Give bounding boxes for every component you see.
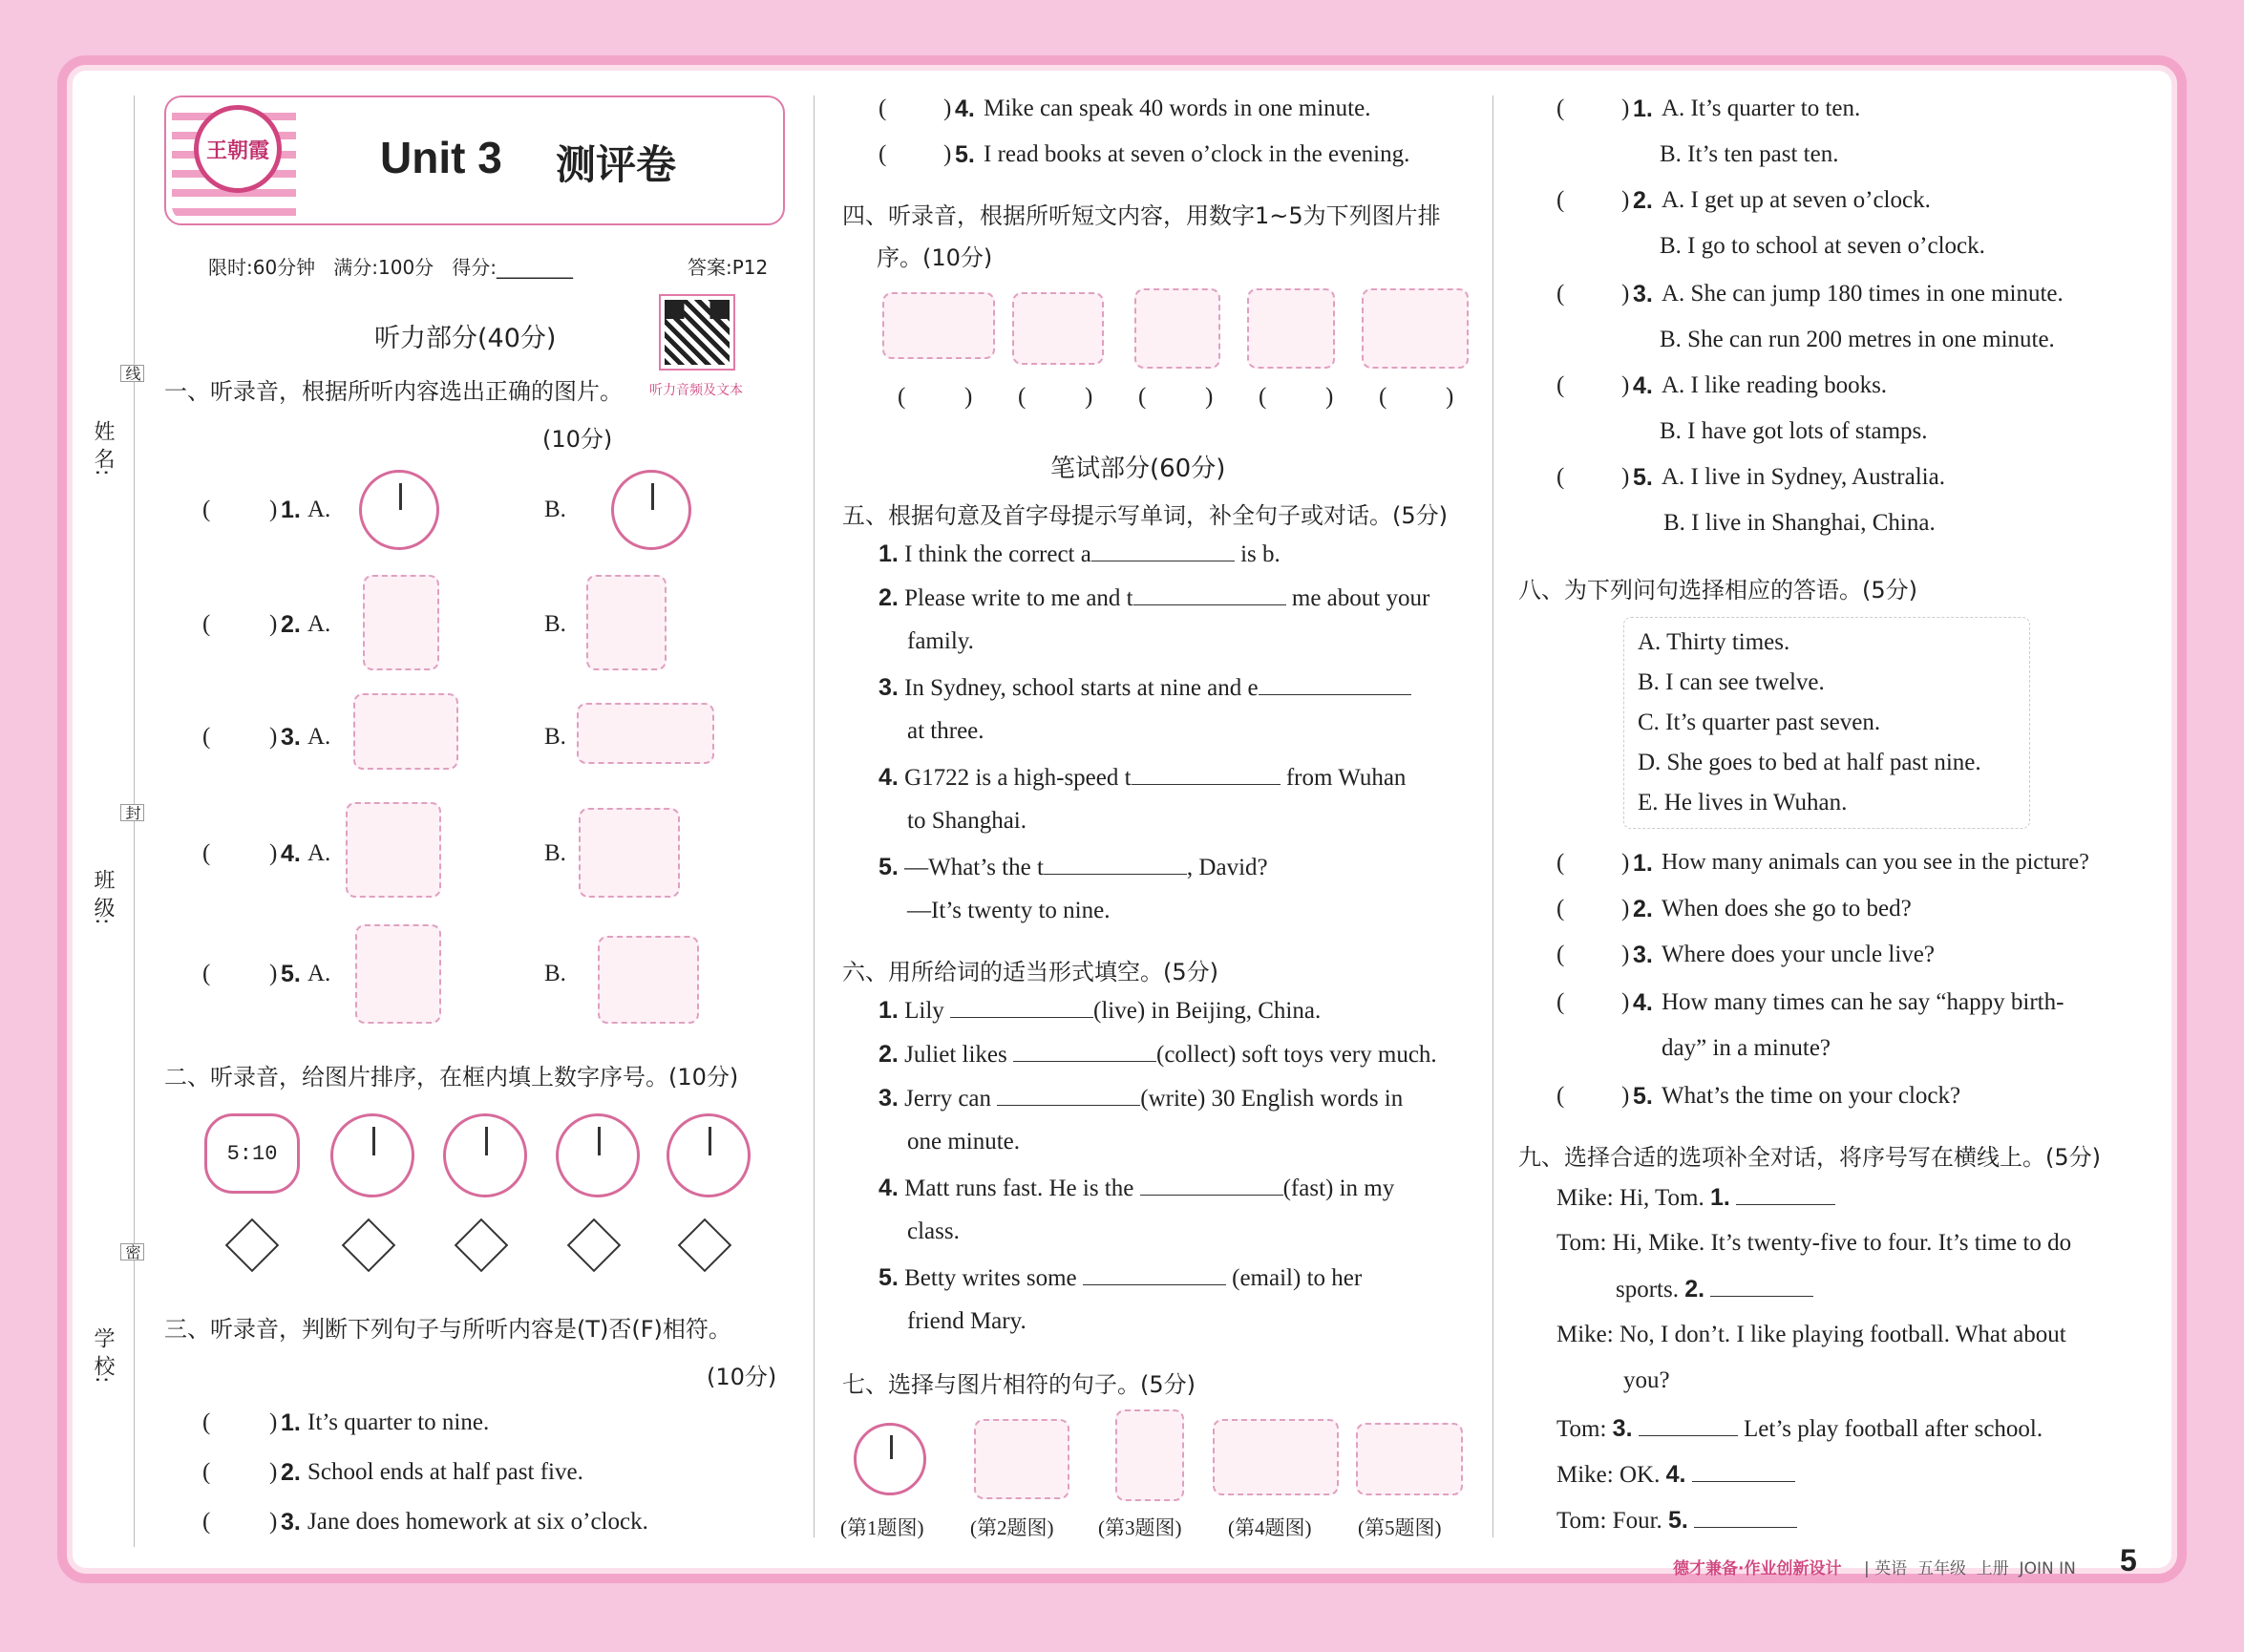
item-number: 4.: [879, 1175, 899, 1201]
section-6-line-1: [879, 997, 1321, 1025]
paren-open: (: [202, 1459, 211, 1485]
dialogue-line-3: Mike: No, I don’t. I like playing football. What about: [1556, 1322, 2066, 1347]
answer-blank[interactable]: [1694, 1527, 1797, 1528]
blank-number: 1.: [1710, 1184, 1730, 1211]
section-5-line-5: [879, 854, 1268, 881]
option-a-label: A.: [307, 724, 331, 750]
sentence-part: (collect) soft toys very much.: [1156, 1042, 1437, 1068]
option-a-label: A.: [307, 497, 331, 522]
option-a-label: A.: [307, 961, 331, 986]
item-number: 2.: [879, 584, 899, 611]
paren-close: ): [1621, 850, 1630, 876]
item-text: When does she go to bed?: [1662, 896, 1912, 921]
section-5-line-5-cont: —It’s twenty to nine.: [907, 898, 1111, 923]
item-number: 1.: [281, 497, 301, 523]
paren-open: (: [1556, 896, 1565, 921]
footer-brand: 德才兼备·作业创新设计: [1673, 1559, 1842, 1578]
sentence-part: Betty writes some: [904, 1265, 1077, 1291]
section-6-line-3-cont: one minute.: [907, 1129, 1021, 1154]
option-a: A. She can jump 180 times in one minute.: [1662, 281, 2064, 307]
choice-b: B. I can see twelve.: [1638, 669, 1825, 695]
sentence-part: me about your: [1291, 585, 1430, 611]
item-text-cont: day” in a minute?: [1662, 1035, 1831, 1061]
cycling-boy-picture[interactable]: [586, 575, 667, 670]
blank-number: 3.: [1612, 1415, 1633, 1442]
paren-close: ): [943, 95, 952, 121]
paren-close: ): [1621, 464, 1630, 490]
paren-close: ): [1621, 896, 1630, 921]
reading-picture[interactable]: [579, 808, 680, 898]
answer-blank[interactable]: [997, 1105, 1140, 1106]
item-number: 1.: [281, 1409, 301, 1436]
answer-blank[interactable]: [1639, 1435, 1738, 1436]
option-a: A. I live in Sydney, Australia.: [1662, 464, 1945, 490]
paren-close: ): [269, 961, 278, 986]
section-5-line-2-cont: family.: [907, 628, 974, 654]
answer-paren-close-2: ): [1085, 384, 1093, 410]
blank-number: 4.: [1665, 1461, 1686, 1488]
sentence-part: (write) 30 English words in: [1140, 1086, 1404, 1112]
paren-open: (: [202, 497, 211, 522]
item-number: 2.: [1633, 187, 1653, 214]
paren-close: ): [269, 611, 278, 637]
option-b: B. I have got lots of stamps.: [1660, 418, 1928, 444]
paren-open: (: [1556, 187, 1565, 213]
section-5-line-4: [879, 764, 1406, 792]
item-number: 2.: [879, 1041, 899, 1068]
dialogue-line-1: [1556, 1184, 1835, 1212]
homework-picture[interactable]: [346, 802, 441, 898]
section-6-line-5: [879, 1264, 1362, 1292]
dialogue-line-2-cont: [1616, 1276, 1813, 1303]
item-number: 4.: [879, 764, 899, 791]
dialogue-line-3-cont: you?: [1623, 1367, 1670, 1393]
clock-icon[interactable]: [611, 470, 691, 550]
sentence-part: —What’s the t: [904, 855, 1044, 880]
sentence-part: is b.: [1240, 541, 1281, 567]
item-text: It’s quarter to nine.: [307, 1409, 490, 1435]
story-picture-1[interactable]: [882, 292, 995, 359]
item-number: 1.: [1633, 95, 1653, 122]
paren-close: ): [269, 1459, 278, 1485]
answer-blank[interactable]: [1132, 784, 1281, 785]
sentence-part: G1722 is a high-speed t: [904, 765, 1132, 791]
sentence-part: In Sydney, school starts at nine and e: [904, 675, 1259, 701]
qr-code-frame[interactable]: [659, 294, 735, 371]
answer-blank[interactable]: [1083, 1284, 1226, 1285]
seal-mark: 封: [120, 804, 144, 821]
option-a: A. I like reading books.: [1662, 372, 1888, 398]
dialogue-line-6: [1556, 1507, 1797, 1535]
option-b-label: B.: [544, 724, 566, 750]
paren-close: ): [943, 141, 952, 167]
answer-blank[interactable]: [950, 1017, 1093, 1018]
item-number: 3.: [1633, 281, 1653, 307]
picture-5-shanghai-skyline[interactable]: [1356, 1423, 1463, 1495]
sentence-part: (fast) in my: [1282, 1175, 1395, 1201]
item-text: What’s the time on your clock?: [1662, 1083, 1961, 1109]
unit-title: Unit 3: [380, 133, 502, 182]
paren-open: (: [1556, 1083, 1565, 1109]
answer-paren-open-1[interactable]: (: [898, 384, 906, 410]
item-number: 1.: [879, 540, 899, 567]
section-9-title: 九、选择合适的选项补全对话，将序号写在横线上。(5分): [1518, 1144, 2101, 1171]
story-picture-4[interactable]: [1247, 288, 1335, 369]
sentence-part: Juliet likes: [904, 1042, 1007, 1068]
clock-icon[interactable]: [443, 1113, 527, 1197]
section-2-title: 二、听录音，给图片排序，在框内填上数字序号。(10分): [164, 1064, 739, 1091]
name-label: 姓 名:: [91, 420, 115, 477]
dialogue-text: sports.: [1616, 1277, 1679, 1303]
dialogue-text: Tom:: [1556, 1416, 1607, 1442]
item-text: Where does your uncle live?: [1662, 942, 1935, 967]
paren-open: (: [1556, 281, 1565, 307]
section-5-line-2: [879, 584, 1429, 612]
paren-open: (: [202, 1409, 211, 1435]
section-5-line-3: [879, 674, 1411, 702]
item-text: How many times can he say “happy birth-: [1662, 989, 2064, 1015]
written-title: 笔试部分(60分): [1050, 455, 1226, 483]
option-b-label: B.: [544, 611, 566, 637]
item-text: I read books at seven o’clock in the evening.: [984, 141, 1410, 167]
section-6-line-4: [879, 1175, 1394, 1202]
answer-blank[interactable]: [1259, 694, 1411, 695]
clock-icon[interactable]: [667, 1113, 751, 1197]
section-1-title: 一、听录音，根据所听内容选出正确的图片。: [164, 378, 623, 405]
item-number: 5.: [955, 141, 975, 168]
paren-close: ): [269, 497, 278, 522]
picture-3-jumping[interactable]: [1115, 1409, 1184, 1501]
footer-info: | 英语 五年级 上册 JOIN IN: [1864, 1559, 2076, 1578]
item-number: 1.: [1633, 850, 1653, 877]
sentence-part: (live) in Beijing, China.: [1093, 998, 1322, 1024]
paren-open: (: [202, 724, 211, 750]
clock-icon[interactable]: [359, 470, 439, 550]
paren-open: (: [202, 840, 211, 866]
paren-close: ): [1621, 372, 1630, 398]
page-number: 5: [2120, 1543, 2137, 1578]
story-picture-2[interactable]: [1012, 292, 1104, 365]
binding-line: [134, 95, 135, 1547]
item-text: Mike can speak 40 words in one minute.: [984, 95, 1371, 121]
item-number: 5.: [1633, 1083, 1653, 1110]
picture-4-stamps[interactable]: [1213, 1419, 1339, 1495]
option-b-label: B.: [544, 840, 566, 866]
story-picture-5[interactable]: [1362, 288, 1469, 369]
unit-subtitle: 测评卷: [556, 141, 677, 188]
clock-icon[interactable]: [854, 1423, 926, 1495]
picture-2-getting-up[interactable]: [974, 1419, 1069, 1499]
pagoda-picture[interactable]: [353, 693, 458, 770]
digital-clock-picture[interactable]: 5:10: [204, 1113, 300, 1194]
answer-blank[interactable]: [1133, 604, 1286, 605]
sentence-part: Matt runs fast. He is the: [904, 1175, 1134, 1201]
item-number: 2.: [281, 1459, 301, 1486]
item-number: 4.: [1633, 989, 1653, 1016]
sentence-part: Jerry can: [904, 1086, 992, 1112]
piano-picture[interactable]: [598, 936, 699, 1024]
answer-choices-box: [1623, 617, 2030, 829]
paren-open: (: [1556, 372, 1565, 398]
answer-paren-open-2[interactable]: (: [1018, 384, 1027, 410]
paren-close: ): [269, 1509, 278, 1535]
item-number: 3.: [281, 724, 301, 751]
answer-paren-close-5: ): [1446, 384, 1454, 410]
paren-close: ): [1621, 281, 1630, 307]
column-divider-1: [814, 95, 815, 1537]
sentence-part: (email) to her: [1232, 1265, 1363, 1291]
paren-close: ): [1621, 187, 1630, 213]
paren-close: ): [1621, 942, 1630, 967]
picture-caption-2: (第2题图): [970, 1516, 1054, 1539]
answer-blank[interactable]: [1013, 1061, 1156, 1062]
answer-paren-close-3: ): [1205, 384, 1214, 410]
item-number: 5.: [879, 1264, 899, 1291]
blank-number: 2.: [1684, 1276, 1705, 1303]
item-number: 2.: [1633, 896, 1653, 922]
paren-close: ): [1621, 989, 1630, 1015]
listening-title: 听力部分(40分): [374, 324, 557, 353]
section-6-line-4-cont: class.: [907, 1218, 960, 1244]
option-b-label: B.: [544, 497, 566, 522]
paren-open: (: [879, 95, 887, 121]
option-a-label: A.: [307, 611, 331, 637]
paren-close: ): [269, 840, 278, 866]
section-6-title: 六、用所给词的适当形式填空。(5分): [842, 959, 1218, 985]
answer-paren-open-5[interactable]: (: [1379, 384, 1387, 410]
answer-paren-close-4: ): [1325, 384, 1334, 410]
answer-paren-open-4[interactable]: (: [1259, 384, 1267, 410]
section-6-line-5-cont: friend Mary.: [907, 1308, 1027, 1334]
item-number: 4.: [281, 840, 301, 867]
picture-caption-4: (第4题图): [1228, 1516, 1312, 1539]
choice-e: E. He lives in Wuhan.: [1638, 790, 1848, 815]
section-6-line-3: [879, 1085, 1403, 1112]
section-5-line-3-cont: at three.: [907, 718, 984, 744]
answer-paren-close-1: ): [964, 384, 973, 410]
section-3-title: 三、听录音，判断下列句子与所听内容是(T)否(F)相符。: [164, 1316, 731, 1343]
sentence-part: I think the correct a: [904, 541, 1091, 567]
option-a-label: A.: [307, 840, 331, 866]
item-number: 3.: [879, 1085, 899, 1112]
item-text: School ends at half past five.: [307, 1459, 583, 1485]
section-1-score: (10分): [542, 426, 613, 453]
sydney-opera-house-picture[interactable]: [577, 703, 714, 764]
item-number: 3.: [281, 1509, 301, 1536]
item-number: 1.: [879, 997, 899, 1024]
picture-caption-3: (第3题图): [1098, 1516, 1182, 1539]
dialogue-line-2: Tom: Hi, Mike. It’s twenty-five to four. It’s time to do: [1556, 1230, 2072, 1256]
section-8-title: 八、为下列问句选择相应的答语。(5分): [1518, 577, 1917, 604]
paren-open: (: [879, 141, 887, 167]
dialogue-line-5: [1556, 1461, 1795, 1489]
paren-close: ): [1621, 1083, 1630, 1109]
close-mark: 密: [120, 1243, 144, 1260]
sentence-part: Please write to me and t: [904, 585, 1133, 611]
item-number: 3.: [879, 674, 899, 701]
answer-ref: 答案:P12: [688, 256, 769, 279]
paren-open: (: [202, 611, 211, 637]
item-text: How many animals can you see in the picture?: [1662, 850, 2089, 875]
exam-meta: 限时:60分钟 满分:100分 得分:________: [208, 256, 573, 279]
qr-caption: 听力音频及文本: [649, 383, 743, 398]
sentence-part: , David?: [1186, 855, 1268, 880]
line-mark: 线: [120, 365, 144, 382]
paren-open: (: [202, 1509, 211, 1535]
option-b: B. I live in Shanghai, China.: [1663, 510, 1936, 536]
option-b: B. It’s ten past ten.: [1660, 141, 1839, 167]
logo: 王朝霞: [194, 105, 282, 193]
blank-number: 5.: [1668, 1507, 1688, 1534]
paren-close: ): [269, 724, 278, 750]
section-5-line-4-cont: to Shanghai.: [907, 808, 1027, 834]
school-label: 学 校:: [91, 1327, 115, 1384]
dialogue-text: Tom: Four.: [1556, 1508, 1662, 1534]
paren-open: (: [1556, 464, 1565, 490]
option-a: A. I get up at seven o’clock.: [1662, 187, 1931, 213]
section-7-title: 七、选择与图片相符的句子。(5分): [842, 1371, 1196, 1398]
answer-paren-open-3[interactable]: (: [1138, 384, 1147, 410]
choice-c: C. It’s quarter past seven.: [1638, 710, 1881, 735]
paren-open: (: [1556, 942, 1565, 967]
picture-caption-5: (第5题图): [1358, 1516, 1442, 1539]
paren-open: (: [1556, 850, 1565, 876]
item-number: 5.: [281, 961, 301, 987]
dialogue-line-4: [1556, 1415, 2043, 1443]
item-text: Jane does homework at six o’clock.: [307, 1509, 648, 1535]
option-b: B. She can run 200 metres in one minute.: [1660, 327, 2055, 352]
section-3-score: (10分): [707, 1364, 777, 1390]
section-5-title: 五、根据句意及首字母提示写单词，补全句子或对话。(5分): [842, 502, 1448, 529]
choice-d: D. She goes to bed at half past nine.: [1638, 750, 1981, 775]
item-number: 3.: [1633, 942, 1653, 968]
item-number: 5.: [879, 854, 899, 880]
paren-close: ): [1621, 95, 1630, 121]
paren-open: (: [1556, 95, 1565, 121]
qr-code: [665, 300, 730, 365]
paren-close: ): [269, 1409, 278, 1435]
answer-blank[interactable]: [1692, 1481, 1795, 1482]
sentence-part: from Wuhan: [1285, 765, 1407, 791]
section-5-line-1: [879, 540, 1281, 568]
answer-blank[interactable]: [1710, 1296, 1813, 1297]
item-number: 2.: [281, 611, 301, 638]
item-number: 4.: [1633, 372, 1653, 399]
option-b-label: B.: [544, 961, 566, 986]
ballet-girl-picture[interactable]: [355, 924, 441, 1024]
column-divider-2: [1492, 95, 1493, 1537]
dialogue-text: Let’s play football after school.: [1744, 1416, 2043, 1442]
dialogue-text: Mike: Hi, Tom.: [1556, 1185, 1704, 1211]
section-4-title: 四、听录音，根据所听短文内容，用数字1~5为下列图片排: [842, 202, 1441, 229]
running-girl-picture[interactable]: [363, 575, 439, 670]
sentence-part: Lily: [904, 998, 944, 1024]
answer-blank[interactable]: [1736, 1204, 1835, 1205]
story-picture-3[interactable]: [1134, 288, 1220, 369]
paren-open: (: [1556, 989, 1565, 1015]
picture-caption-1: (第1题图): [840, 1516, 924, 1539]
clock-icon[interactable]: [556, 1113, 640, 1197]
class-label: 班 级:: [91, 869, 115, 925]
clock-icon[interactable]: [330, 1113, 414, 1197]
dialogue-text: Mike: OK.: [1556, 1462, 1661, 1488]
item-number: 5.: [1633, 464, 1653, 491]
choice-a: A. Thirty times.: [1638, 629, 1790, 655]
answer-blank[interactable]: [1044, 874, 1187, 875]
answer-blank[interactable]: [1140, 1195, 1283, 1196]
paren-open: (: [202, 961, 211, 986]
section-4-title-cont: 序。(10分): [877, 244, 993, 271]
option-b: B. I go to school at seven o’clock.: [1660, 233, 1985, 259]
item-number: 4.: [955, 95, 975, 122]
section-6-line-2: [879, 1041, 1437, 1069]
option-a: A. It’s quarter to ten.: [1662, 95, 1861, 121]
